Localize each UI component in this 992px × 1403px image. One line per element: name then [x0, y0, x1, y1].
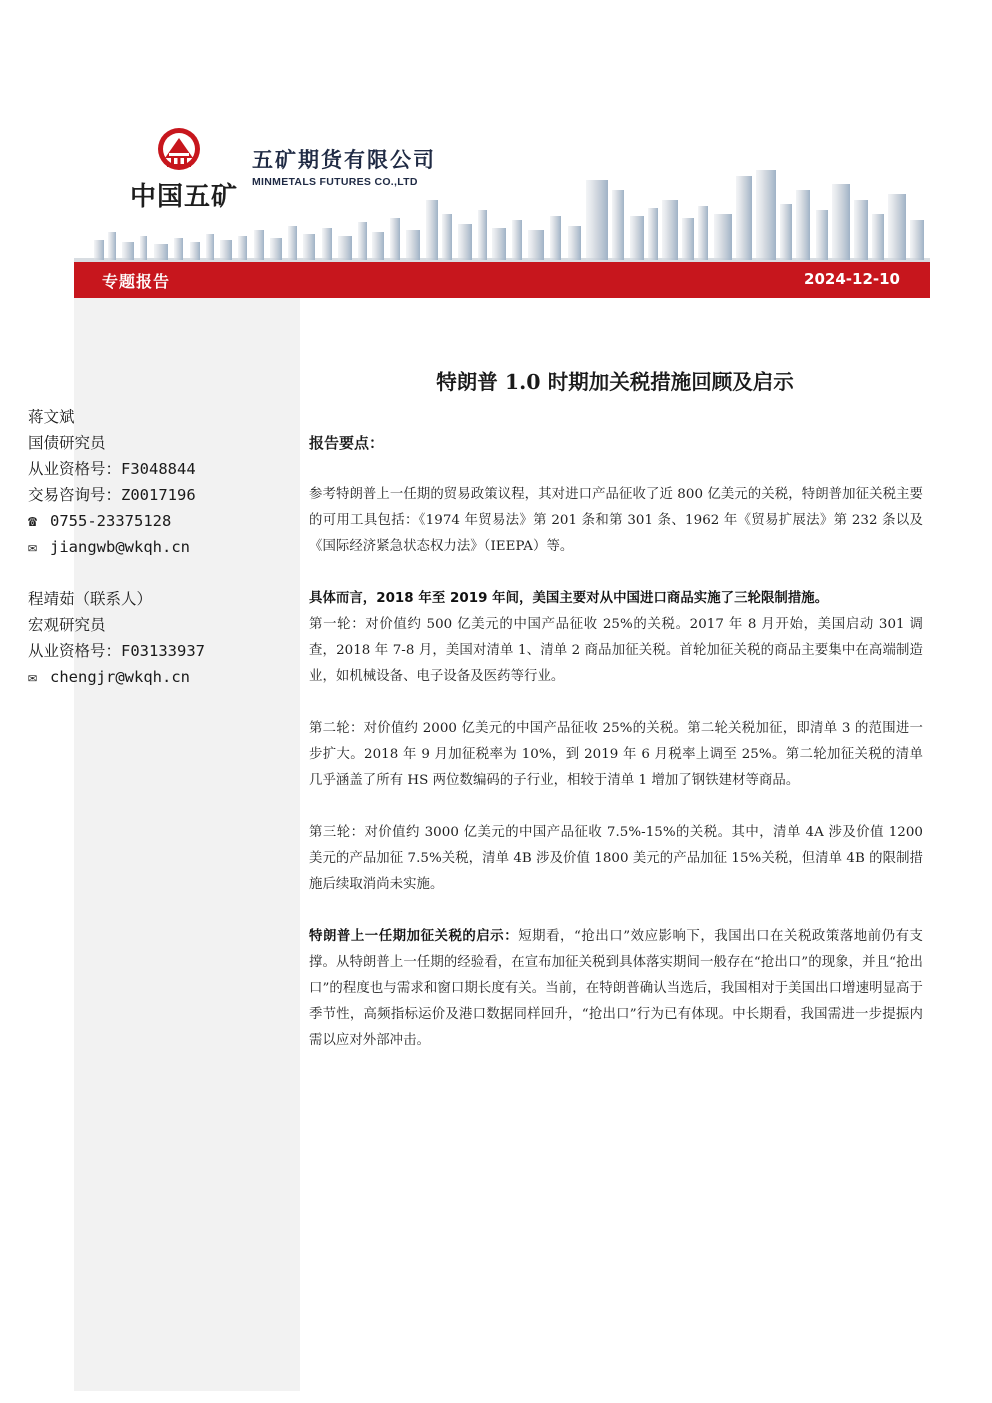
- author-name: 蒋文斌: [28, 408, 75, 426]
- envelope-icon: ✉: [28, 668, 38, 686]
- envelope-icon: ✉: [28, 538, 38, 556]
- report-type-label: 专题报告: [102, 272, 171, 291]
- company-name-cn: 五矿期货有限公司: [252, 148, 436, 172]
- intro-paragraph: 参考特朗普上一任期的贸易政策议程，其对进口产品征收了近 800 亿美元的关税，特朗普加征关税主要的可用工具包括：《1974 年贸易法》第 201 条和第 301 条、1962 年《贸易扩展法》第 232 条以及《国际经济紧急状态权力法》（IEEPA）等。: [309, 487, 923, 554]
- round-1-paragraph: 第一轮：对价值约 500 亿美元的中国产品征收 25%的关税。2017 年 8 月开始，美国启动 301 调查，2018 年 7-8 月，美国对清单 1、清单 2 商品加征关税。首轮加征关税的商品主要集中在高端制造业，如机械设备、电子设备及医药等行业。: [309, 617, 923, 684]
- city-skyline-image: [74, 170, 930, 262]
- summary-bold-text: 具体而言，2018 年至 2019 年间，美国主要对从中国进口商品实施了三轮限制措施。: [309, 591, 829, 606]
- author-qualification: 从业资格号：F3048844: [28, 460, 196, 478]
- author-name: 程靖茹（联系人）: [28, 590, 153, 608]
- author-email-row: [28, 664, 205, 690]
- insight-paragraph: [309, 924, 923, 1054]
- author-card-1: [28, 404, 196, 560]
- author-card-2: [28, 586, 205, 690]
- report-title: 特朗普 1.0 时期加关税措施回顾及启示: [436, 370, 794, 394]
- phone-icon: ☎: [28, 512, 38, 530]
- author-email-row: [28, 534, 196, 560]
- author-email[interactable]: chengjr@wkqh.cn: [50, 668, 190, 686]
- logo-text: 中国五矿: [130, 182, 239, 212]
- summary-paragraph: [309, 586, 923, 612]
- minmetals-emblem-icon: [156, 126, 202, 172]
- round-2-paragraph: 第二轮：对价值约 2000 亿美元的中国产品征收 25%的关税。第二轮关税加征，即清单 3 的范围进一步扩大。2018 年 9 月加征税率为 10%，到 2019 年 6 月税率上调至 25%。第二轮加征关税的清单几乎涵盖了所有 HS 两位数编码的子行业，相较于清单 1 增加了钢铁建材等商品。: [309, 721, 923, 788]
- insight-text: 短期看，“抢出口”效应影响下，我国出口在关税政策落地前仍有支撑。从特朗普上一任期的经验看，在宣布加征关税到具体落实期间一般存在“抢出口”的现象，并且“抢出口”的程度也与需求和窗口期长度有关。当前，在特朗普确认当选后，我国相对于美国出口增速明显高于季节性，高频指标运价及港口数据同样回升，“抢出口”行为已有体现。中长期看，我国需进一步提振内需以应对外部冲击。: [309, 929, 923, 1048]
- author-role: 宏观研究员: [28, 616, 106, 634]
- insight-bold-lead: 特朗普上一任期加征关税的启示：: [309, 929, 519, 944]
- author-phone-row: [28, 508, 196, 534]
- section-heading: 报告要点：: [309, 434, 385, 452]
- author-phone: 0755-23375128: [50, 512, 172, 530]
- author-email[interactable]: jiangwb@wkqh.cn: [50, 538, 190, 556]
- author-role: 国债研究员: [28, 434, 106, 452]
- report-type-banner: [74, 262, 930, 298]
- author-trading-number: 交易咨询号：Z0017196: [28, 486, 196, 504]
- author-qualification: 从业资格号：F03133937: [28, 642, 205, 660]
- measures-section: [309, 586, 923, 690]
- round-3-paragraph: 第三轮：对价值约 3000 亿美元的中国产品征收 7.5%-15%的关税。其中，清单 4A 涉及价值 1200 美元的产品加征 7.5%关税，清单 4B 涉及价值 1800 美元的产品加征 15%关税，但清单 4B 的限制措施后续取消尚未实施。: [309, 825, 923, 892]
- company-name-en: MINMETALS FUTURES CO.,LTD: [252, 176, 418, 188]
- report-date: 2024-12-10: [804, 270, 900, 288]
